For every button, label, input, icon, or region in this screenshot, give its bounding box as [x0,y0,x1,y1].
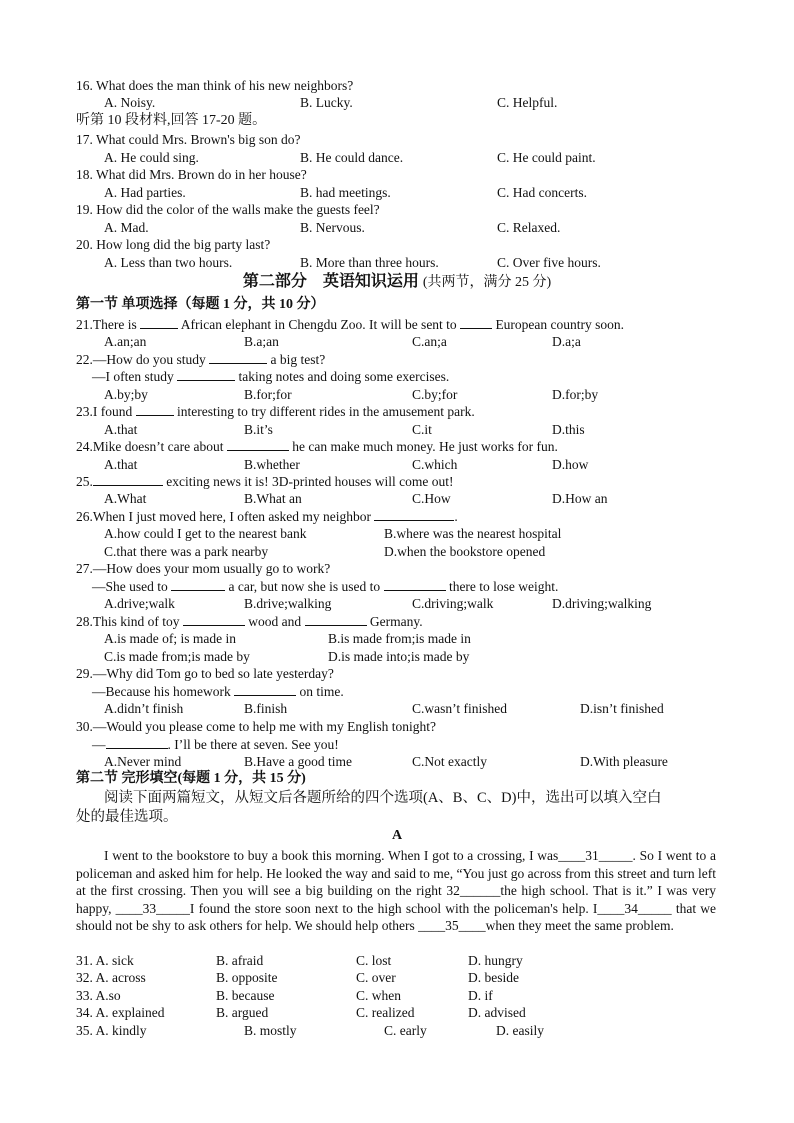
q16-option-a: A. Noisy. [104,95,156,110]
q22-text-1: 22.—How do you study [76,352,206,367]
q31-option-a: 31. A. sick [76,953,134,968]
part2-note: (共两节，满分 25 分) [422,275,552,290]
q29-option-c: C.wasn’t finished [412,701,507,716]
passage-a-part1: I went to the bookstore to buy a book this morning. When I got to a crossing, I was [104,848,559,863]
q28-option-a: A.is made of; is made in [104,631,236,646]
q33-option-d: D. if [468,988,493,1003]
q28-option-b: B.is made from;is made in [328,631,471,646]
q18-option-a: A. Had parties. [104,185,186,200]
q30-blank-1 [106,736,168,749]
q20-stem: 20. How long did the big party last? [76,237,271,252]
q21-blank-1 [140,316,178,329]
q22-option-a: A.by;by [104,387,148,402]
q32-option-b: B. opposite [216,970,278,985]
q25-text-2: exciting news it is! 3D-printed houses will come out! [166,474,454,489]
q31-option-b: B. afraid [216,953,264,968]
q22-blank-1 [209,351,267,364]
q33-option-b: B. because [216,988,275,1003]
q22-stem [76,351,325,368]
q23-option-c: C.it [412,422,432,437]
q25-option-a: A.What [104,491,147,506]
q29-stem: 29.—Why did Tom go to bed so late yesterday? [76,666,334,681]
q17-option-b: B. He could dance. [300,150,404,165]
q22-line2 [92,368,449,385]
q22-text-4: taking notes and doing some exercises. [238,369,450,384]
q34-option-c: C. realized [356,1005,415,1020]
section2-title: 第二节 完形填空(每题 1 分，共 15 分) [76,771,306,786]
q32-option-c: C. over [356,970,396,985]
q21-text-3: European country soon. [495,317,625,332]
q27-option-b: B.drive;walking [244,596,332,611]
passage-a-part3: the high school. That is it.” I was very happy, [76,883,716,916]
q28-text-1: 28.This kind of toy [76,614,180,629]
q26-blank-1 [374,508,454,521]
q16-option-c: C. Helpful. [497,95,558,110]
q16-option-b: B. Lucky. [300,95,353,110]
q21-text-1: 21.There is [76,317,137,332]
q27-blank-2 [384,578,446,591]
q35-option-c: C. early [384,1023,427,1038]
q18-stem: 18. What did Mrs. Brown do in her house? [76,167,307,182]
passage-a-text [76,847,716,935]
q22-option-d: D.for;by [552,387,599,402]
q24-stem [76,438,558,455]
q23-option-b: B.it’s [244,422,273,437]
q19-option-a: A. Mad. [104,220,149,235]
q30-text-2: . I’ll be there at seven. See you! [167,737,339,752]
q35-option-b: B. mostly [244,1023,297,1038]
q30-text-1: — [92,737,106,752]
q26-text-2: . [454,509,458,524]
blank-32: 32______ [446,883,501,898]
q27-text-3: there to lose weight. [448,579,559,594]
q16-stem: 16. What does the man think of his new neighbors? [76,78,354,93]
q34-option-b: B. argued [216,1005,269,1020]
q29-option-d: D.isn’t finished [580,701,664,716]
q17-option-a: A. He could sing. [104,150,199,165]
q26-stem [76,508,458,525]
passage-a-part2: . So I went to a policeman and asked him for help. He looked the way and said to me, “You just go across from this street and turn left at the first crossing. Then you will see a big building on the right [76,848,716,898]
q19-option-b: B. Nervous. [300,220,365,235]
q29-option-b: B.finish [244,701,288,716]
q24-text-2: he can make much money. He just works for fun. [292,439,558,454]
q26-text-1: 26.When I just moved here, I often asked my neighbor [76,509,372,524]
q18-option-b: B. had meetings. [300,185,391,200]
q25-blank-1 [93,473,163,486]
q19-option-c: C. Relaxed. [497,220,561,235]
q27-option-c: C.driving;walk [412,596,494,611]
part2-heading [0,272,794,293]
q33-option-a: 33. A.so [76,988,121,1003]
q28-stem [76,613,423,630]
blank-34: ____34_____ [597,900,672,916]
q30-option-d: D.With pleasure [580,754,668,769]
q30-stem: 30.—Would you please come to help me with my English tonight? [76,719,436,734]
q28-blank-2 [305,613,367,626]
q23-option-a: A.that [104,422,138,437]
q28-text-2: wood and [248,614,302,629]
passage-a-part6: when they meet the same problem. [485,918,674,933]
q20-option-b: B. More than three hours. [300,255,439,270]
q23-blank-1 [136,403,174,416]
q31-option-d: D. hungry [468,953,523,968]
q27-blank-1 [171,578,225,591]
q30-line2 [92,736,339,753]
passage-a-part5: that we should not be shy to ask others for help. We should help others [76,900,716,933]
passage-a-label: A [391,828,403,843]
blank-35: ____35____ [418,918,486,933]
q24-blank-1 [227,438,289,451]
q24-option-d: D.how [552,457,589,472]
q22-option-b: B.for;for [244,387,292,402]
q22-option-c: C.by;for [412,387,458,402]
section2-instruction-line2: 处的最佳选项。 [76,809,178,825]
q24-option-a: A.that [104,457,138,472]
q26-option-a: A.how could I get to the nearest bank [104,526,307,541]
q22-blank-2 [177,368,235,381]
q30-option-a: A.Never mind [104,754,182,769]
q25-option-b: B.What an [244,491,302,506]
q29-line2 [92,683,344,700]
q17-option-c: C. He could paint. [497,150,596,165]
q27-text-2: a car, but now she is used to [228,579,381,594]
q24-option-b: B.whether [244,457,300,472]
listening-intro-10: 听第 10 段材料,回答 17-20 题。 [76,113,267,128]
q24-text-1: 24.Mike doesn’t care about [76,439,224,454]
q22-text-2: a big test? [270,352,326,367]
q28-option-c: C.is made from;is made by [104,649,250,664]
q32-option-d: D. beside [468,970,519,985]
q33-option-c: C. when [356,988,401,1003]
q28-text-3: Germany. [369,614,423,629]
q29-text-2: on time. [299,684,344,699]
q23-stem [76,403,475,420]
q20-option-c: C. Over five hours. [497,255,601,270]
part2-title: 第二部分 英语知识运用 [242,273,419,290]
passage-a-part4: I found the store soon next to the high school with the policeman's help. I [189,900,598,916]
q25-text-1: 25. [76,474,93,489]
q26-option-b: B.where was the nearest hospital [384,526,562,541]
q23-text-1: 23.I found [76,404,133,419]
q35-option-d: D. easily [496,1023,544,1038]
q27-option-a: A.drive;walk [104,596,175,611]
q27-option-d: D.driving;walking [552,596,652,611]
q29-option-a: A.didn’t finish [104,701,184,716]
q21-option-b: B.a;an [244,334,279,349]
q29-blank-1 [234,683,296,696]
q35-option-a: 35. A. kindly [76,1023,147,1038]
q32-option-a: 32. A. across [76,970,146,985]
q28-option-d: D.is made into;is made by [328,649,470,664]
q28-blank-1 [183,613,245,626]
q25-option-d: D.How an [552,491,608,506]
q23-option-d: D.this [552,422,585,437]
section1-title: 第一节 单项选择（每题 1 分，共 10 分） [76,297,325,312]
q26-option-d: D.when the bookstore opened [384,544,546,559]
q21-option-c: C.an;a [412,334,447,349]
q26-option-c: C.that there was a park nearby [104,544,269,559]
q18-option-c: C. Had concerts. [497,185,587,200]
q27-text-1: —She used to [92,579,168,594]
q22-text-3: —I often study [92,369,174,384]
q24-option-c: C.which [412,457,458,472]
q30-option-c: C.Not exactly [412,754,487,769]
q19-stem: 19. How did the color of the walls make the guests feel? [76,202,380,217]
section2-instruction-line1: 阅读下面两篇短文，从短文后各题所给的四个选项(A、B、C、D)中，选出可以填入空白 [104,790,662,806]
q34-option-d: D. advised [468,1005,526,1020]
q21-option-d: D.a;a [552,334,581,349]
q21-text-2: African elephant in Chengdu Zoo. It will be sent to [180,317,457,332]
q17-stem: 17. What could Mrs. Brown's big son do? [76,132,301,147]
q21-option-a: A.an;an [104,334,147,349]
q20-option-a: A. Less than two hours. [104,255,233,270]
q25-stem [76,473,453,490]
q23-text-2: interesting to try different rides in the amusement park. [177,404,475,419]
q30-option-b: B.Have a good time [244,754,352,769]
q29-text-1: —Because his homework [92,684,231,699]
q34-option-a: 34. A. explained [76,1005,165,1020]
q31-option-c: C. lost [356,953,392,968]
q27-line2 [92,578,558,595]
q21-blank-2 [460,316,492,329]
blank-33: ____33_____ [115,900,190,916]
blank-31: ____31_____ [558,848,633,863]
q25-option-c: C.How [412,491,451,506]
q21-stem [76,316,624,333]
q27-stem: 27.—How does your mom usually go to work? [76,561,331,576]
